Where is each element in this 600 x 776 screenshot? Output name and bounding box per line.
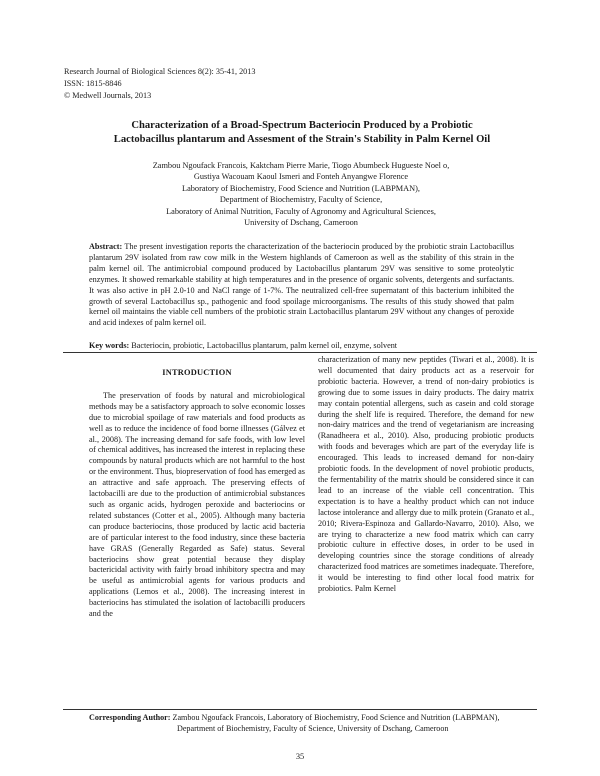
keywords-text: Bacteriocin, probiotic, Lactobacillus plantarum, palm kernel oil, enzyme, solvent bbox=[131, 341, 398, 350]
title-line-1: Characterization of a Broad-Spectrum Bacteriocin Produced by a Probiotic bbox=[131, 120, 473, 131]
affiliation-1: Laboratory of Biochemistry, Food Science and Nutrition (LABPMAN), bbox=[182, 183, 420, 193]
abstract-text: The present investigation reports the characterization of the bacteriocin produced by the probiotic strain Lactobacillus plantarum 29V isolated from raw cow milk in the Western highlands of Cameroon as well as the stability of this strain in the palm kernel oil. The antimicrobial compound produced by Lactobacillus plantarum 29V was sensitive to some proteolytic enzymes. It showed remarkable stability at high temperatures and in the presence of organic solvents, detergents and surfactants. It was also active in pH 2.0-10 and NaCl range of 1-7%. The neutralized cell-free supernatant of this bacterium inhibited the growth of several Lactobacillus sp., pathogenic and food spoilage microorganisms. The results of this study showed that palm kernel oil maintains the viable cell numbers of the probiotic strain Lactobacillus plantarum 29V without any changes of peroxide and acid indexes of palm kernel oil. bbox=[89, 242, 514, 328]
journal-copyright: © Medwell Journals, 2013 bbox=[64, 91, 152, 100]
journal-citation: Research Journal of Biological Sciences 8(2): 35-41, 2013 bbox=[64, 67, 256, 76]
corresponding-label: Corresponding Author: bbox=[89, 713, 171, 722]
journal-issn: ISSN: 1815-8846 bbox=[64, 79, 122, 88]
corresponding-line-2: Department of Biochemistry, Faculty of Science, University of Dschang, Cameroon bbox=[177, 724, 449, 733]
page-number: 35 bbox=[295, 752, 305, 761]
paper-title bbox=[72, 119, 532, 146]
keywords-divider bbox=[63, 352, 537, 353]
intro-paragraph-2: characterization of many new peptides (Tiwari et al., 2008). It is well documented that dairy products act as a reservoir for probiotic bacteria. However, a trend of non-dairy probiotics is growing due to some issues in dairy products. The dairy matrix may contain potential allergens, such as casein and cold storage during the shelf life is required. Therefore, the demand for new non-dairy matrices and the trend of vegetarianism are increasing (Ranadheera et al., 2010). Also, producing probiotic products with foods and beverages which are part of the everyday life is encouraged. This leads to increased demand for non-dairy probiotic foods. In the development of novel probiotic products, the fermentability of the matrix should be considered since it can lead to an increase of the viable cell concentration. This expectation is to have a healthy product which can not induce lactose intolerance and allergy due to milk protein (Granato et al., 2010; Rivera-Espinoza and Gallardo-Navarro, 2010). Also, we are trying to characterize a new food matrix which can carry probiotic culture in effective doses, in order to be used in developing countries since the storage conditions of already characterized food matrices are sometimes inadequate. Therefore, it would be interesting to find other local food matrix for probiotics. Palm Kernel bbox=[318, 355, 534, 594]
left-column bbox=[89, 365, 305, 620]
author-names-line-1: Zambou Ngoufack Francois, Kaktcham Pierre Marie, Tiogo Abumbeck Hugueste Noel o, bbox=[152, 161, 450, 170]
author-block bbox=[66, 160, 536, 228]
title-line-2: Lactobacillus plantarum and Assesment of the Strain's Stability in Palm Kernel Oil bbox=[113, 133, 491, 145]
affiliation-3: Laboratory of Animal Nutrition, Faculty of Agronomy and Agricultural Sciences, bbox=[166, 206, 436, 216]
footnote-divider bbox=[63, 709, 537, 710]
author-names-line-2: Gustiya Wacouam Kaoul Ismeri and Fonteh Anyangwe Florence bbox=[193, 172, 409, 182]
abstract bbox=[89, 242, 514, 329]
right-column bbox=[318, 355, 534, 595]
keywords-label: Key words: bbox=[89, 341, 130, 350]
affiliation-4: University of Dschang, Cameroon bbox=[244, 218, 358, 228]
keywords bbox=[89, 340, 514, 351]
corresponding-line-1: Zambou Ngoufack Francois, Laboratory of Biochemistry, Food Science and Nutrition (LABPMAN), bbox=[172, 713, 500, 722]
intro-paragraph-1: The preservation of foods by natural and microbiological methods may be a satisfactory approach to solve economic losses due to microbial spoilage of raw materials and food products as well as to reduce the incidence of food borne illnesses (Gálvez et al., 2008). The increasing demand for safe foods, with low level of chemical additives, has increased the interest in replacing these compounds by natural products which are not harmful to the host or the environment. Thus, biopreservation of food has emerged as an attractive and safe approach. The preserving effects of lactobacilli are due to the production of antimicrobial substances such as organic acids, hydrogen peroxide and bacteriocins or related substances (Cotter et al., 2005). Although many bacteria can produce bacteriocins, those produced by lactic acid bacteria are of particular interest to the food industry, since these bacteria have GRAS (Generally Regarded as Safe) status. Several bacteriocins show great potential because they display bactericidal activity with fairly broad inhibitory spectra and may be useful as antimicrobial agents for various products and applications (Lemos et al., 2008). The increasing interest in bacteriocins has stimulated the isolation of lactobacilli producers and the bbox=[89, 390, 305, 619]
journal-info bbox=[64, 66, 364, 102]
affiliation-2: Department of Biochemistry, Faculty of Science, bbox=[219, 195, 383, 205]
intro-heading: INTRODUCTION bbox=[162, 368, 232, 377]
abstract-label: Abstract: bbox=[89, 242, 123, 251]
corresponding-author bbox=[89, 712, 539, 734]
